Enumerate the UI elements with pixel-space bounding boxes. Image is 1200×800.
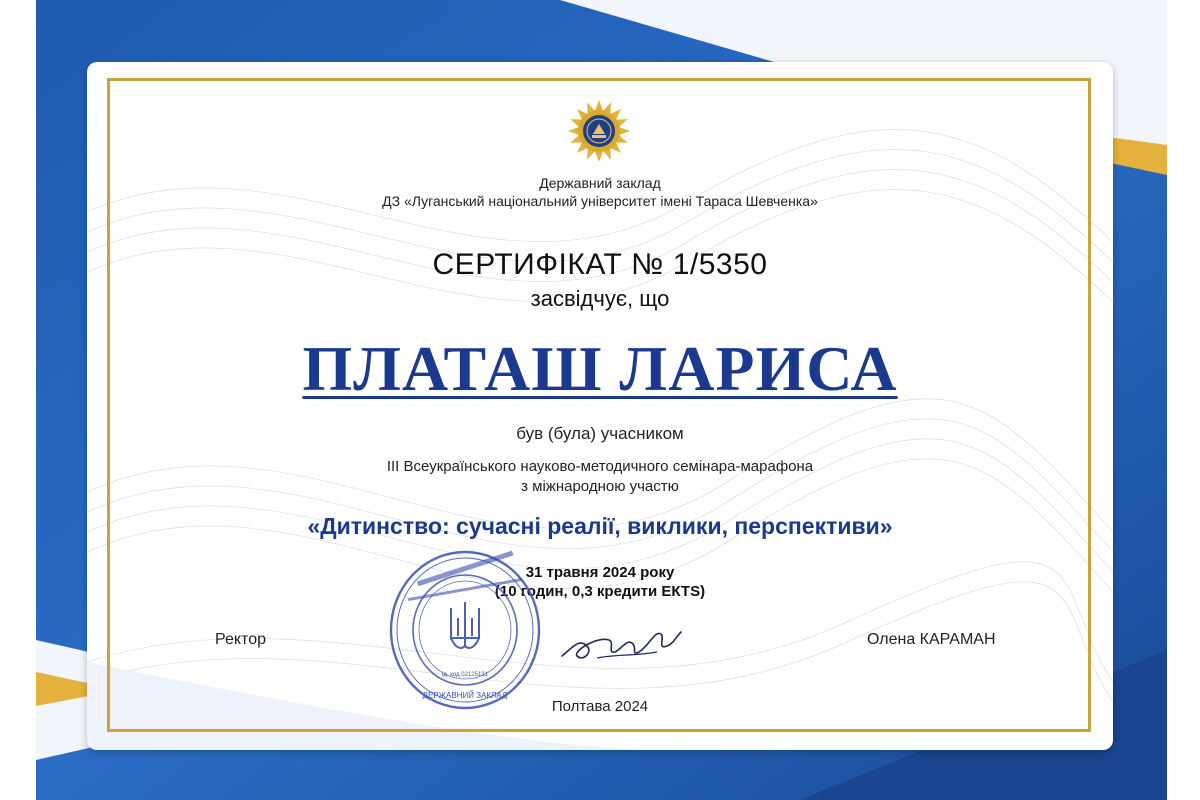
- rector-label: Ректор: [215, 631, 266, 648]
- event-title: «Дитинство: сучасні реалії, виклики, перспективи»: [307, 513, 893, 539]
- recipient-name-block: [87, 332, 1113, 406]
- event-international: з міжнародною участю: [521, 478, 679, 495]
- university-emblem-icon: [566, 98, 632, 164]
- seal-code: ід. код 02125131: [442, 672, 488, 678]
- certificate-title: СЕРТИФІКАТ № 1/5350: [432, 248, 768, 281]
- institution-name: ДЗ «Луганський національний університет імені Тараса Шевченка»: [382, 193, 818, 209]
- recipient-name: ПЛАТАШ ЛАРИСА: [302, 333, 898, 404]
- event-description: ІІІ Всеукраїнського науково-методичного семінара-марафона: [386, 458, 814, 475]
- trident-seal-icon: [385, 548, 545, 712]
- certificate-card: [87, 62, 1113, 750]
- participant-text: був (була) учасником: [516, 424, 684, 443]
- event-date: 31 травня 2024 року: [525, 564, 675, 581]
- seal-bottom-text: ДЕРЖАВНИЙ ЗАКЛАД: [422, 691, 508, 700]
- city-year: Полтава 2024: [551, 698, 649, 715]
- rector-name: Олена КАРАМАН: [867, 631, 996, 648]
- event-hours: (10 годин, 0,3 кредити ЕКТS): [494, 583, 706, 600]
- institution-type: Державний заклад: [539, 175, 661, 191]
- certifies-text: засвідчує, що: [530, 286, 670, 311]
- rector-signature: [557, 618, 687, 668]
